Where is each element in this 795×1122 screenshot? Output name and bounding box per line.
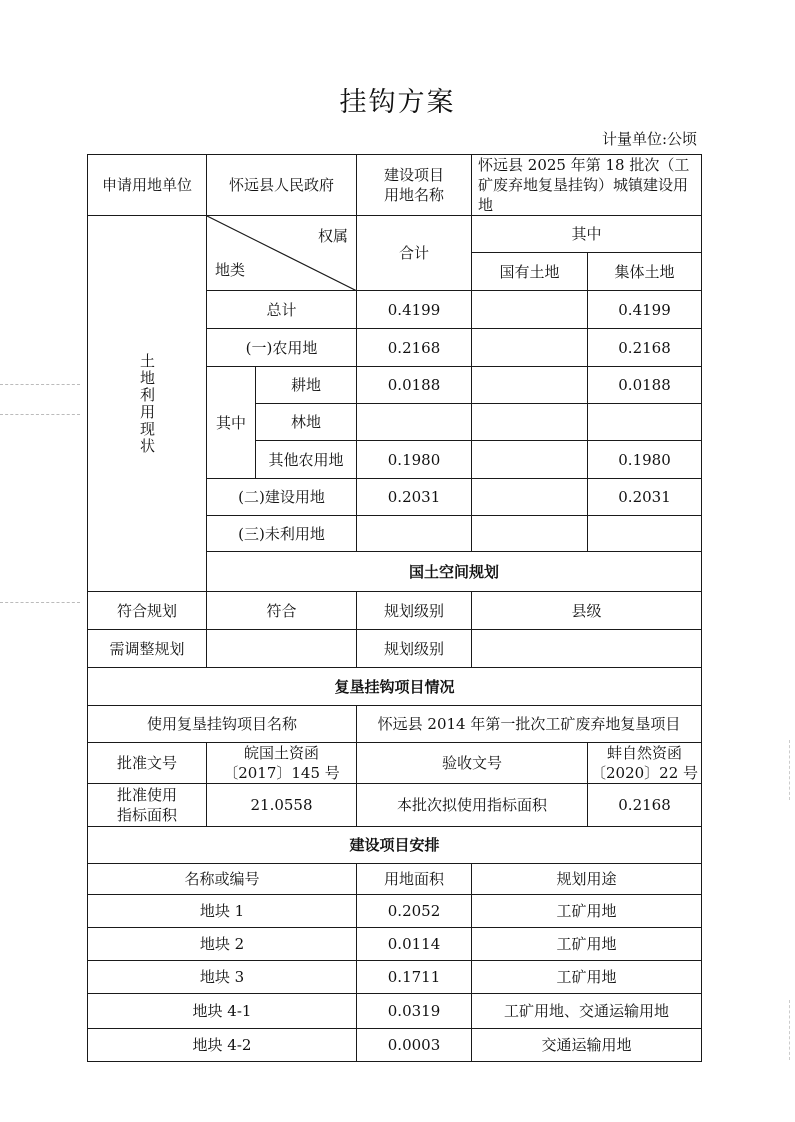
row-state xyxy=(472,441,588,479)
row-label: 总计 xyxy=(207,291,357,329)
approved-area-label: 批准使用 指标面积 xyxy=(88,784,207,827)
among-row-label: 其中 xyxy=(207,367,256,479)
row-state xyxy=(472,291,588,329)
conform-label: 符合规划 xyxy=(88,592,207,630)
plot-name: 地块 3 xyxy=(88,961,357,994)
project-label: 建设项目 用地名称 xyxy=(357,155,472,216)
row-total: 0.2031 xyxy=(357,479,472,516)
plot-use: 工矿用地 xyxy=(472,961,702,994)
row-total: 0.0188 xyxy=(357,367,472,404)
plot-name: 地块 2 xyxy=(88,928,357,961)
approval-number-value: 皖国土资函 〔2017〕145 号 xyxy=(207,743,357,784)
scan-artifact-line xyxy=(789,1000,791,1060)
row-total: 0.1980 xyxy=(357,441,472,479)
scan-artifact-line xyxy=(0,602,80,603)
planning-level-label-2: 规划级别 xyxy=(357,630,472,668)
planned-area-label: 本批次拟使用指标面积 xyxy=(357,784,588,827)
arrangement-header-row xyxy=(88,864,702,895)
approved-area-value: 21.0558 xyxy=(207,784,357,827)
approval-number-label: 批准文号 xyxy=(88,743,207,784)
measurement-unit: 计量单位:公顷 xyxy=(601,130,697,148)
scan-artifact-line xyxy=(0,414,80,415)
planning-level-label: 规划级别 xyxy=(357,592,472,630)
reclaim-name-label: 使用复垦挂钩项目名称 xyxy=(88,706,357,743)
row-total: 0.4199 xyxy=(357,291,472,329)
row-label: (二)建设用地 xyxy=(207,479,357,516)
acceptance-number-value: 蚌自然资函 〔2020〕22 号 xyxy=(588,743,702,784)
plot-use: 工矿用地 xyxy=(472,928,702,961)
collective-land-header: 集体土地 xyxy=(588,253,702,291)
reclaim-name-row xyxy=(88,706,702,743)
reclaim-name-value: 怀远县 2014 年第一批次工矿废弃地复垦项目 xyxy=(357,706,702,743)
planning-adjust-row xyxy=(88,630,702,668)
row-state xyxy=(472,479,588,516)
row-collective: 0.1980 xyxy=(588,441,702,479)
plot-name: 地块 4-1 xyxy=(88,994,357,1029)
table-row xyxy=(88,928,702,961)
area-column-header: 用地面积 xyxy=(357,864,472,895)
document-title: 挂钩方案 xyxy=(339,87,456,118)
row-label: (三)未利用地 xyxy=(207,516,357,552)
row-collective: 0.0188 xyxy=(588,367,702,404)
planning-section-title: 国土空间规划 xyxy=(207,552,702,592)
ownership-label: 权属 xyxy=(318,227,349,245)
plot-name: 地块 4-2 xyxy=(88,1029,357,1062)
planning-conform-row xyxy=(88,592,702,630)
row-collective: 0.4199 xyxy=(588,291,702,329)
reclaim-document-row xyxy=(88,743,702,784)
among-column-header: 其中 xyxy=(472,216,702,253)
adjust-label: 需调整规划 xyxy=(88,630,207,668)
reclaim-area-row xyxy=(88,784,702,827)
plot-area: 0.0003 xyxy=(357,1029,472,1062)
planned-area-value: 0.2168 xyxy=(588,784,702,827)
state-land-header: 国有土地 xyxy=(472,253,588,291)
conform-value: 符合 xyxy=(207,592,357,630)
scan-artifact-line xyxy=(789,740,791,800)
use-column-header: 规划用途 xyxy=(472,864,702,895)
row-collective: 0.2168 xyxy=(588,329,702,367)
name-column-header: 名称或编号 xyxy=(88,864,357,895)
applicant-label: 申请用地单位 xyxy=(88,155,207,216)
acceptance-number-label: 验收文号 xyxy=(357,743,588,784)
plot-area: 0.0114 xyxy=(357,928,472,961)
row-label: (一)农用地 xyxy=(207,329,357,367)
applicant-row xyxy=(88,155,702,216)
row-total xyxy=(357,404,472,441)
row-total xyxy=(357,516,472,552)
reclaim-section-title: 复垦挂钩项目情况 xyxy=(88,668,702,706)
planning-level-value-2 xyxy=(472,630,702,668)
scan-artifact-line xyxy=(0,384,80,385)
land-use-section-label xyxy=(88,216,207,592)
project-name: 怀远县 2025 年第 18 批次（工矿废弃地复垦挂钩）城镇建设用地 xyxy=(472,155,702,216)
planning-level-value: 县级 xyxy=(472,592,702,630)
ownership-landtype-header xyxy=(207,216,357,291)
row-total: 0.2168 xyxy=(357,329,472,367)
row-collective xyxy=(588,516,702,552)
land-use-status-text: 土地利用现状 xyxy=(138,352,156,455)
row-label: 其他农用地 xyxy=(256,441,357,479)
row-state xyxy=(472,329,588,367)
plot-name: 地块 1 xyxy=(88,895,357,928)
row-label: 耕地 xyxy=(256,367,357,404)
table-row xyxy=(88,895,702,928)
land-type-label: 地类 xyxy=(215,261,246,279)
table-row xyxy=(88,1029,702,1062)
plot-area: 0.1711 xyxy=(357,961,472,994)
plot-use: 工矿用地 xyxy=(472,895,702,928)
applicant-value: 怀远县人民政府 xyxy=(207,155,357,216)
plot-use: 工矿用地、交通运输用地 xyxy=(472,994,702,1029)
plot-use: 交通运输用地 xyxy=(472,1029,702,1062)
table-row xyxy=(88,994,702,1029)
linkage-plan-table xyxy=(87,154,702,1062)
adjust-value xyxy=(207,630,357,668)
plot-area: 0.2052 xyxy=(357,895,472,928)
arrangement-section-title: 建设项目安排 xyxy=(88,827,702,864)
plot-area: 0.0319 xyxy=(357,994,472,1029)
row-state xyxy=(472,516,588,552)
row-state xyxy=(472,367,588,404)
table-row xyxy=(88,961,702,994)
row-label: 林地 xyxy=(256,404,357,441)
row-state xyxy=(472,404,588,441)
row-collective xyxy=(588,404,702,441)
total-column-header: 合计 xyxy=(357,216,472,291)
row-collective: 0.2031 xyxy=(588,479,702,516)
